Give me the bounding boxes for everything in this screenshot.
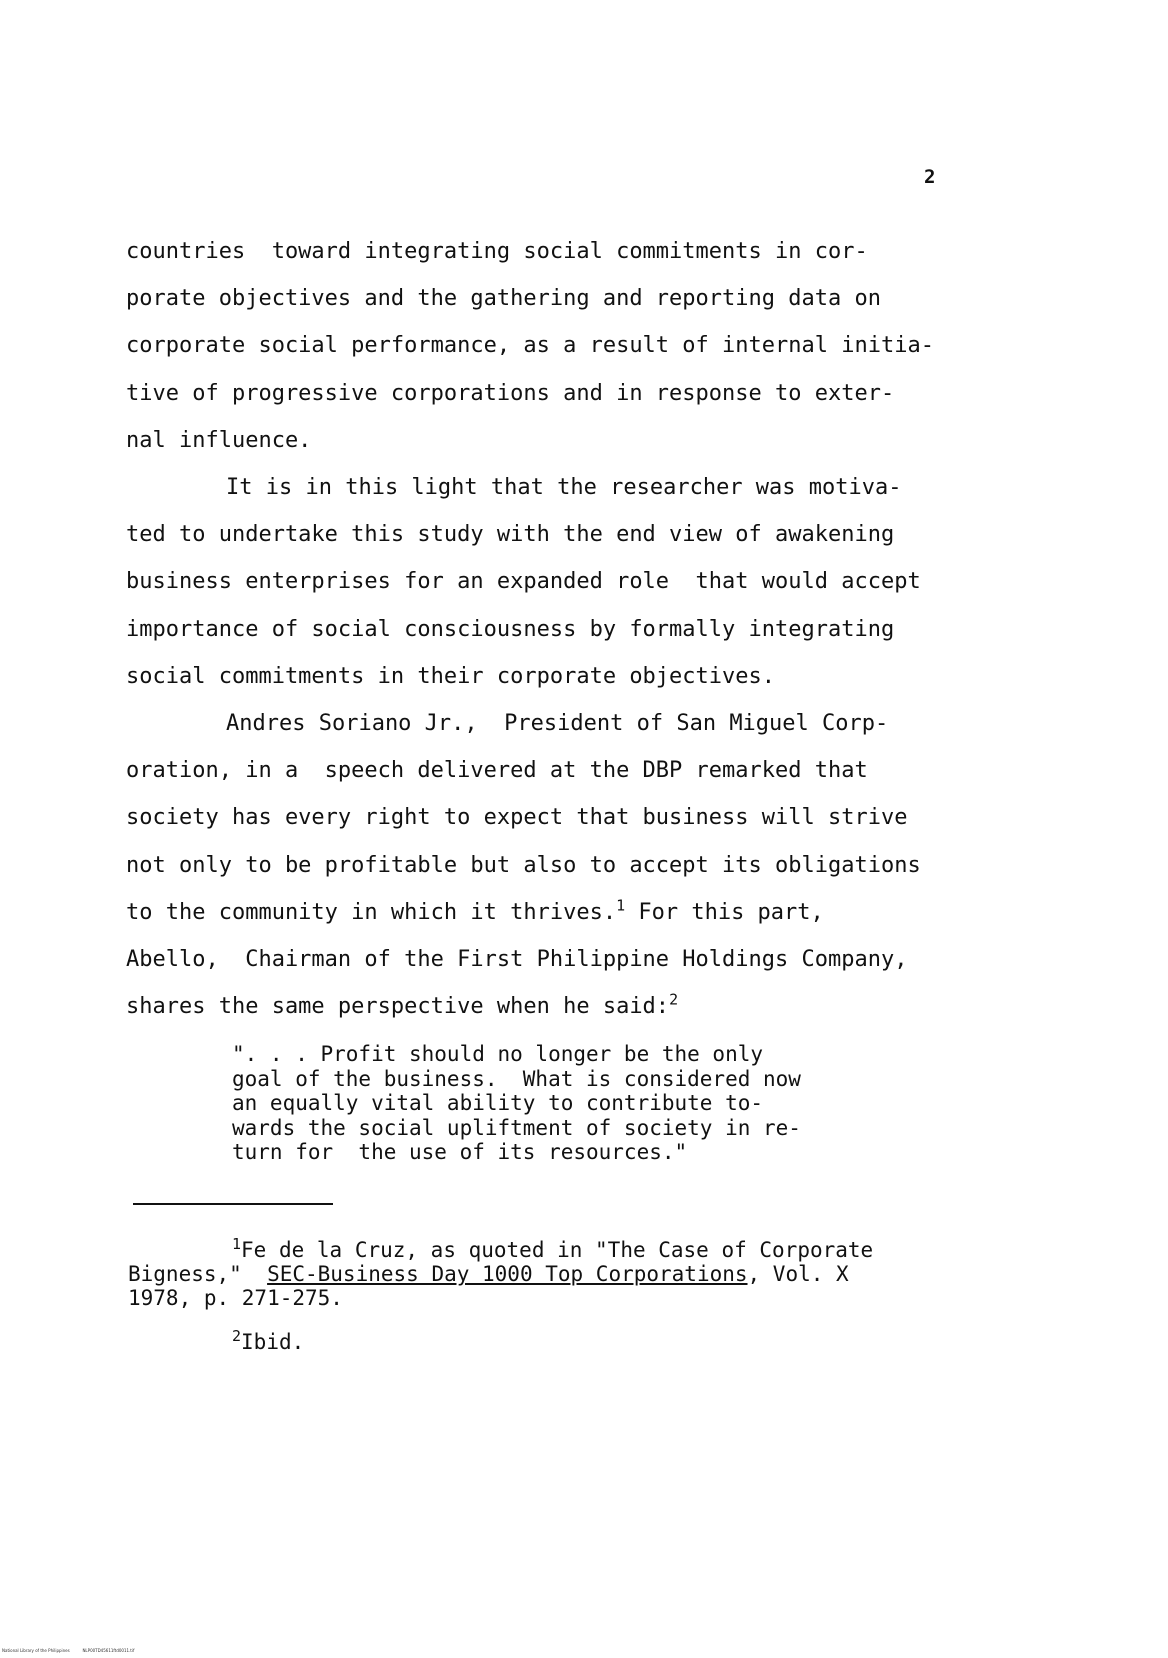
paragraph-line: society has every right to expect that business will strive <box>126 805 908 831</box>
line-text: shares the same perspective when he said: <box>126 994 670 1020</box>
footnote-1-line: 1978, p. 271-275. <box>128 1286 343 1310</box>
line-text: to the community in which it thrives. <box>126 899 617 925</box>
page-number: 2 <box>924 166 936 188</box>
quote-line: turn for the use of its resources." <box>232 1140 688 1164</box>
line-text: For this part, <box>625 899 824 925</box>
footnote-marker: 2 <box>232 1327 242 1345</box>
quote-line: an equally vital ability to contribute to- <box>232 1091 764 1115</box>
paragraph-line <box>126 889 1006 936</box>
footnote-divider <box>133 1203 333 1205</box>
footnote-ref-1: 1 <box>616 896 626 915</box>
footnote-ref-2: 2 <box>669 990 679 1009</box>
quote-line: ". . . Profit should no longer be the only <box>232 1042 764 1066</box>
paragraph-line: tive of progressive corporations and in response to exter- <box>126 380 895 406</box>
paragraph-line: nal influence. <box>126 427 312 453</box>
quote-line: wards the social upliftment of society in re- <box>232 1115 801 1140</box>
paragraph-line <box>126 983 1006 1030</box>
paragraph-line: not only to be profitable but also to accept its obligations <box>126 852 921 878</box>
footnote-marker: 1 <box>232 1235 242 1253</box>
source-title: SEC-Business Day 1000 Top Corporations <box>267 1262 748 1286</box>
paragraph-line: Andres Soriano Jr., President of San Miguel Corp- <box>226 711 889 737</box>
footnote-text: Ibid. <box>241 1330 305 1354</box>
footnote-2 <box>128 1327 988 1354</box>
paragraph-line: countries toward integrating social commitments in cor- <box>126 239 868 264</box>
body-text <box>126 228 1006 1030</box>
paragraph-line: porate objectives and the gathering and reporting data on <box>126 286 881 312</box>
paragraph-line: oration, in a speech delivered at the DBP remarked that <box>126 758 868 784</box>
file-name: NLP00TD45611ftd0011.tif <box>82 1648 135 1653</box>
footnote-1 <box>128 1235 988 1262</box>
footnote-text: Bigness," <box>128 1262 268 1286</box>
paragraph-line: ted to undertake this study with the end view of awakening <box>126 522 895 548</box>
footnote-text: , Vol. X <box>747 1262 849 1286</box>
scan-footer <box>2 1648 134 1653</box>
paragraph-line: corporate social performance, as a result of internal initia- <box>126 333 934 359</box>
paragraph-line: business enterprises for an expanded role that would accept <box>126 569 921 595</box>
block-quote <box>232 1042 952 1165</box>
paragraph-line: It is in this light that the researcher was motiva- <box>226 475 902 501</box>
paragraph-line: social commitments in their corporate objectives. <box>126 663 776 689</box>
paragraph-line: importance of social consciousness by formally integrating <box>126 616 895 642</box>
paragraph-line: Abello, Chairman of the First Philippine Holdings Company, <box>126 947 908 973</box>
library-label: National Library of the Philippines <box>2 1648 70 1653</box>
footnotes <box>128 1235 988 1354</box>
footnote-1-line <box>128 1262 988 1286</box>
quote-line: goal of the business. What is considered now <box>232 1066 801 1091</box>
footnote-text: Fe de la Cruz, as quoted in "The Case of Corporate <box>241 1238 874 1262</box>
